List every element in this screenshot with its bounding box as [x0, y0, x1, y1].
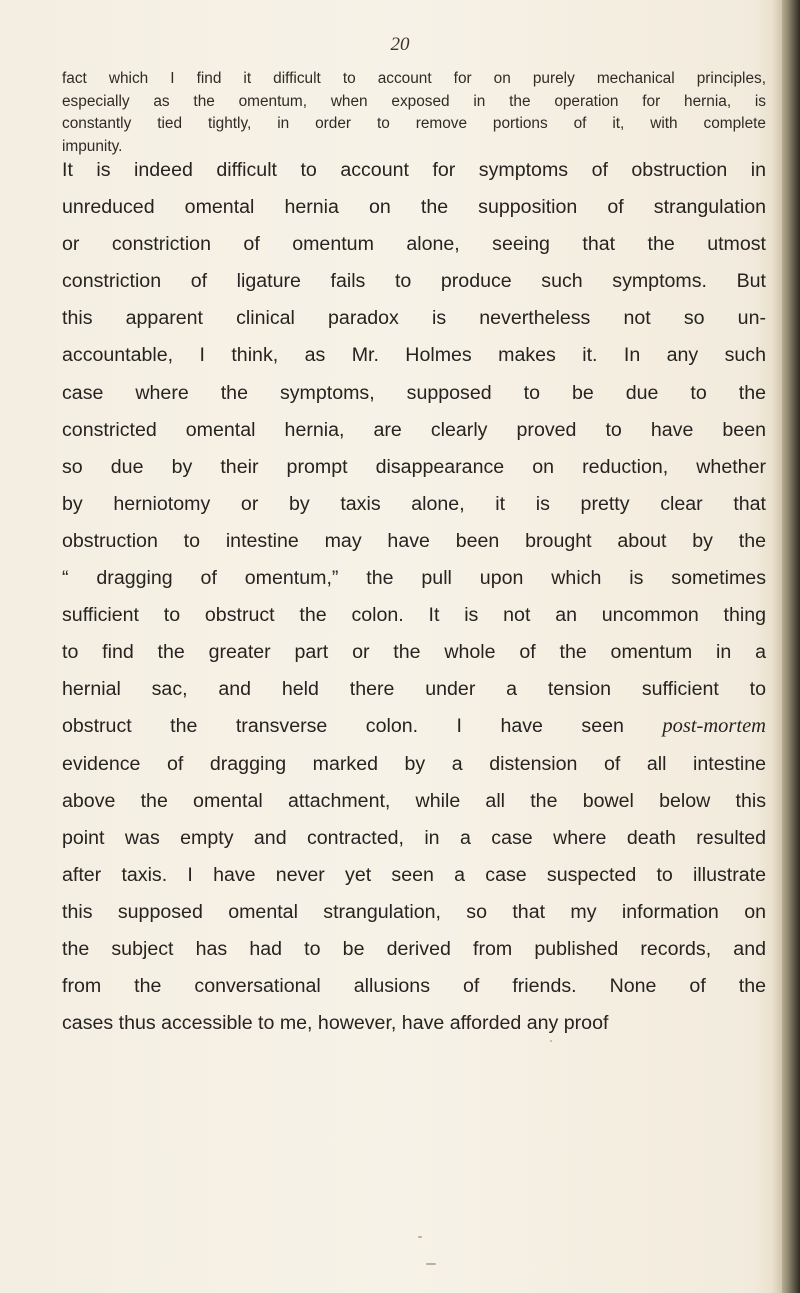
- footnote-line: especially as the omentum, when exposed in the operation for hernia, is: [62, 92, 766, 110]
- body-line: this supposed omental strangulation, so that my information on: [62, 900, 766, 923]
- body-line: this apparent clinical paradox is nevertheless not so un-: [62, 307, 766, 330]
- body-line-with-italic: [62, 708, 766, 745]
- body-line: “ dragging of omentum,” the pull upon which is sometimes: [62, 567, 766, 590]
- body-line: obstruction to intestine may have been brought about by the: [62, 529, 766, 552]
- binding-shadow: [772, 0, 782, 1293]
- body-line: unreduced omental hernia on the supposition of strangulation: [62, 196, 766, 219]
- body-line: so due by their prompt disappearance on reduction, whether: [62, 455, 766, 478]
- paper-speck: [426, 1263, 436, 1265]
- footnote-line: fact which I find it difficult to account for on purely mechanical principles,: [62, 70, 766, 87]
- paper-speck: [418, 1236, 422, 1238]
- body-line: constriction of ligature fails to produce such symptoms. But: [62, 270, 766, 293]
- body-line: point was empty and contracted, in a case where death resulted: [62, 826, 766, 849]
- footnote-continuation: [62, 68, 766, 158]
- body-line: the subject has had to be derived from published records, and: [62, 937, 766, 960]
- body-line: constricted omental hernia, are clearly proved to have been: [62, 418, 766, 441]
- body-line: by herniotomy or by taxis alone, it is pretty clear that: [62, 492, 766, 515]
- body-line: sufficient to obstruct the colon. It is not an uncommon thing: [62, 604, 766, 627]
- body-line: It is indeed difficult to account for symptoms of obstruction in: [62, 159, 766, 181]
- italic-term: post-mortem: [662, 715, 766, 738]
- body-line: or constriction of omentum alone, seeing that the utmost: [62, 233, 766, 256]
- body-line: case where the symptoms, supposed to be due to the: [62, 381, 766, 404]
- body-line: from the conversational allusions of friends. None of the: [62, 975, 766, 998]
- binding-edge: [782, 0, 800, 1293]
- body-line-text: obstruct the transverse colon. I have seen: [62, 715, 624, 738]
- body-line: after taxis. I have never yet seen a case suspected to illustrate: [62, 863, 766, 886]
- body-line: evidence of dragging marked by a distension of all intestine: [62, 752, 766, 775]
- body-line: to find the greater part or the whole of the omentum in a: [62, 641, 766, 664]
- body-line: hernial sac, and held there under a tension sufficient to: [62, 678, 766, 701]
- page-number: 20: [390, 34, 410, 55]
- body-line: above the omental attachment, while all the bowel below this: [62, 789, 766, 812]
- footnote-line: impunity.: [62, 137, 123, 155]
- body-line: cases thus accessible to me, however, have afforded any proof: [62, 1012, 609, 1035]
- footnote-line: constantly tied tightly, in order to remove portions of it, with complete: [62, 115, 766, 132]
- body-line: accountable, I think, as Mr. Holmes makes it. In any such: [62, 344, 766, 367]
- body-paragraph: [62, 152, 766, 1042]
- paper-speck: [550, 1040, 552, 1042]
